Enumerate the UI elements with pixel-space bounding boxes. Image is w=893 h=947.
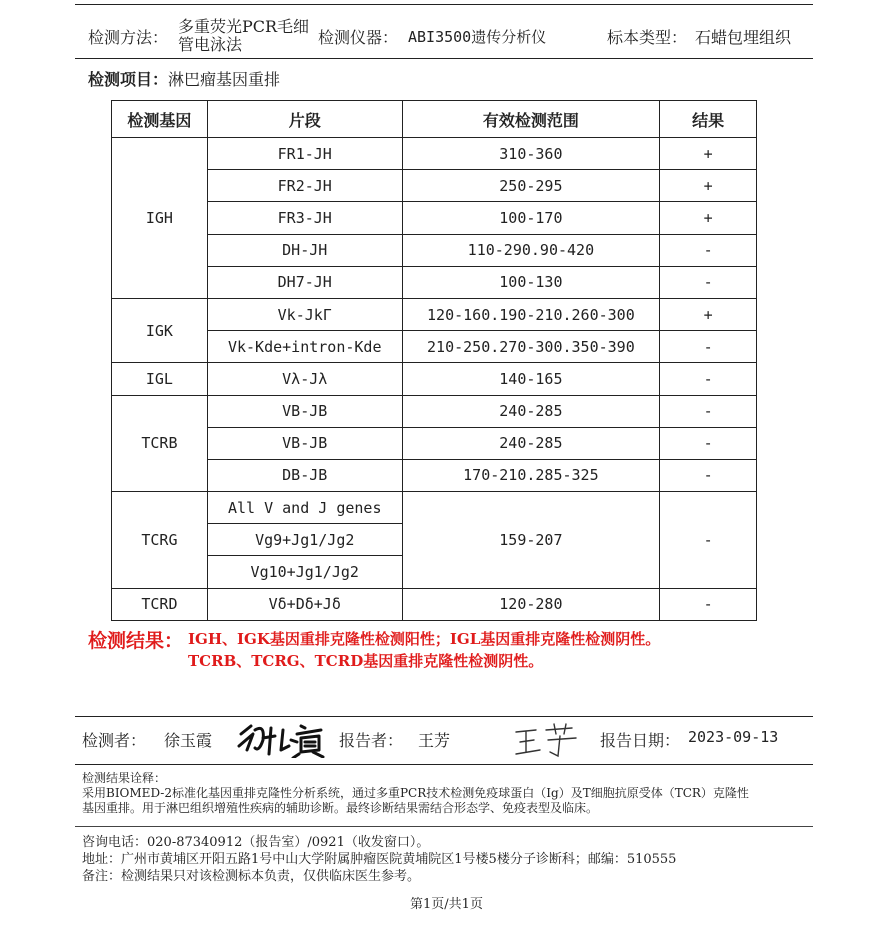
fragment-cell: DB-JB bbox=[207, 459, 402, 491]
project-line bbox=[88, 67, 280, 90]
result-cell: - bbox=[660, 459, 757, 491]
gene-cell: TCRG bbox=[112, 492, 208, 589]
result-cell: - bbox=[660, 395, 757, 427]
interpretation-block bbox=[82, 771, 797, 816]
result-cell: - bbox=[660, 331, 757, 363]
table-row bbox=[112, 298, 757, 330]
header-rule bbox=[75, 58, 813, 59]
remark: 备注：检测结果只对该检测标本负责，仅供临床医生参考。 bbox=[82, 869, 421, 884]
interpretation-line2: 基因重排。用于淋巴组织增殖性疾病的辅助诊断。最终诊断结果需结合形态学、免疫表型及临床。 bbox=[82, 801, 599, 815]
header-result: 结果 bbox=[660, 101, 757, 138]
fragment-cell: FR1-JH bbox=[207, 138, 402, 170]
range-cell: 240-285 bbox=[402, 427, 660, 459]
footer-block bbox=[82, 834, 676, 885]
sample-label: 标本类型： bbox=[607, 27, 688, 47]
header-range: 有效检测范围 bbox=[402, 101, 660, 138]
conclusion-label: 检测结果： bbox=[88, 630, 184, 652]
signature-top-rule bbox=[75, 716, 813, 717]
interpretation-line1: 采用BIOMED-2标准化基因重排克隆性分析系统，通过多重PCR技术检测免疫球蛋白（Ig）及T细胞抗原受体（TCR）克隆性 bbox=[82, 786, 749, 800]
reporter-label: 报告者： bbox=[339, 731, 404, 750]
gene-cell: TCRD bbox=[112, 588, 208, 620]
header-fragment: 片段 bbox=[207, 101, 402, 138]
result-cell: - bbox=[660, 588, 757, 620]
range-cell: 100-170 bbox=[402, 202, 660, 234]
instrument-label: 检测仪器： bbox=[318, 27, 399, 47]
method-label: 检测方法： bbox=[88, 27, 169, 47]
range-cell: 240-285 bbox=[402, 395, 660, 427]
range-cell: 210-250.270-300.350-390 bbox=[402, 331, 660, 363]
table-row bbox=[112, 363, 757, 395]
table-row bbox=[112, 492, 757, 524]
result-cell: + bbox=[660, 170, 757, 202]
result-cell: - bbox=[660, 363, 757, 395]
table-row bbox=[112, 202, 757, 234]
project-label: 检测项目： bbox=[88, 70, 169, 89]
result-cell: - bbox=[660, 266, 757, 298]
results-table bbox=[111, 100, 757, 621]
result-cell: - bbox=[660, 427, 757, 459]
table-row bbox=[112, 459, 757, 491]
result-cell: + bbox=[660, 138, 757, 170]
result-cell: - bbox=[660, 234, 757, 266]
fragment-cell: FR2-JH bbox=[207, 170, 402, 202]
range-cell: 120-160.190-210.260-300 bbox=[402, 298, 660, 330]
fragment-cell: VB-JB bbox=[207, 427, 402, 459]
range-cell: 310-360 bbox=[402, 138, 660, 170]
table-row bbox=[112, 266, 757, 298]
method-value-line2: 管电泳法 bbox=[178, 35, 243, 54]
range-cell: 170-210.285-325 bbox=[402, 459, 660, 491]
table-row bbox=[112, 234, 757, 266]
date-label: 报告日期： bbox=[600, 731, 681, 750]
footer-rule bbox=[75, 826, 813, 827]
gene-cell: TCRB bbox=[112, 395, 208, 492]
instrument-value: ABI3500遗传分析仪 bbox=[408, 27, 547, 46]
range-cell: 100-130 bbox=[402, 266, 660, 298]
range-cell: 120-280 bbox=[402, 588, 660, 620]
table-row bbox=[112, 427, 757, 459]
fragment-cell: Vλ-Jλ bbox=[207, 363, 402, 395]
range-cell: 159-207 bbox=[402, 492, 660, 589]
gene-cell: IGH bbox=[112, 138, 208, 299]
range-cell: 110-290.90-420 bbox=[402, 234, 660, 266]
top-rule bbox=[75, 4, 813, 5]
project-value: 淋巴瘤基因重排 bbox=[168, 70, 281, 89]
sample-value: 石蜡包埋组织 bbox=[695, 27, 792, 47]
result-cell: + bbox=[660, 298, 757, 330]
fragment-cell: DH-JH bbox=[207, 234, 402, 266]
table-row bbox=[112, 395, 757, 427]
table-row bbox=[112, 331, 757, 363]
fragment-cell: Vg10+Jg1/Jg2 bbox=[207, 556, 402, 588]
table-row bbox=[112, 170, 757, 202]
result-cell: - bbox=[660, 492, 757, 589]
conclusion-block bbox=[88, 626, 661, 670]
date-value: 2023-09-13 bbox=[688, 728, 779, 746]
conclusion-line2: TCRB、TCRG、TCRD基因重排克隆性检测阴性。 bbox=[188, 652, 544, 670]
fragment-cell: Vδ+Dδ+Jδ bbox=[207, 588, 402, 620]
range-cell: 250-295 bbox=[402, 170, 660, 202]
gene-cell: IGK bbox=[112, 298, 208, 362]
fragment-cell: VB-JB bbox=[207, 395, 402, 427]
reporter-signature bbox=[512, 722, 582, 758]
fragment-cell: All V and J genes bbox=[207, 492, 402, 524]
fragment-cell: Vk-Kde+intron-Kde bbox=[207, 331, 402, 363]
address: 地址：广州市黄埔区开阳五路1号中山大学附属肿瘤医院黄埔院区1号楼5楼分子诊断科；邮编：510555 bbox=[82, 852, 677, 867]
fragment-cell: Vg9+Jg1/Jg2 bbox=[207, 524, 402, 556]
table-row bbox=[112, 138, 757, 170]
table-row bbox=[112, 588, 757, 620]
conclusion-line1: IGH、IGK基因重排克隆性检测阳性；IGL基因重排克隆性检测阴性。 bbox=[188, 630, 661, 648]
interpretation-title: 检测结果诠释： bbox=[82, 771, 167, 785]
tester-signature bbox=[235, 720, 331, 758]
fragment-cell: FR3-JH bbox=[207, 202, 402, 234]
result-cell: + bbox=[660, 202, 757, 234]
header-gene: 检测基因 bbox=[112, 101, 208, 138]
fragment-cell: DH7-JH bbox=[207, 266, 402, 298]
reporter-name: 王芳 bbox=[418, 731, 451, 750]
page-number: 第1页/共1页 bbox=[410, 897, 483, 912]
method-value bbox=[178, 18, 309, 54]
gene-cell: IGL bbox=[112, 363, 208, 395]
signature-bottom-rule bbox=[75, 764, 813, 765]
signature-row bbox=[80, 718, 813, 758]
tester-name: 徐玉霞 bbox=[164, 731, 213, 750]
tester-label: 检测者： bbox=[82, 731, 147, 750]
method-value-line1: 多重荧光PCR毛细 bbox=[178, 17, 310, 36]
contact-phone: 咨询电话：020-87340912（报告室）/0921（收发窗口）。 bbox=[82, 835, 430, 850]
fragment-cell: Vk-JkΓ bbox=[207, 298, 402, 330]
report-header-row bbox=[88, 18, 813, 54]
range-cell: 140-165 bbox=[402, 363, 660, 395]
table-header-row bbox=[112, 101, 757, 138]
